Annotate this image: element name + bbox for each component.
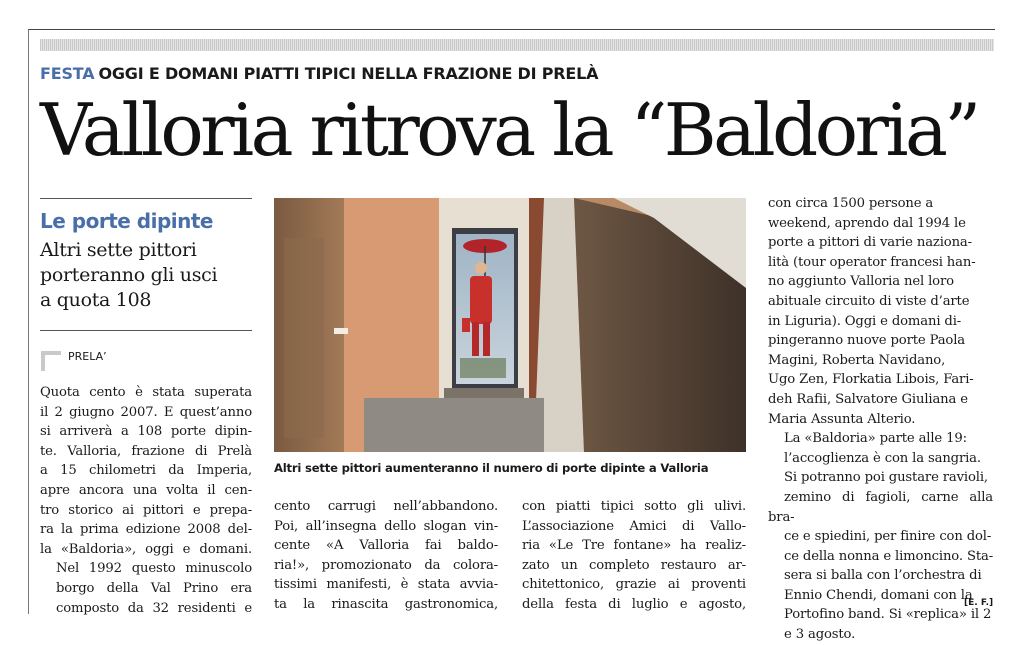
text-line: ra la prima edizione 2008 del- xyxy=(40,522,252,538)
sidebar-title: Le porte dipinte xyxy=(40,209,213,233)
sidebar-line: porteranno gli usci xyxy=(40,264,218,286)
text-line: lità (tour operator francesi han- xyxy=(768,254,976,270)
photo-caption: Altri sette pittori aumenteranno il numero di porte dipinte a Valloria xyxy=(274,461,709,475)
article-column-2 xyxy=(274,497,498,615)
text-line: weekend, aprendo dal 1994 le xyxy=(768,215,966,231)
text-line: Maria Assunta Alterio. xyxy=(768,411,916,427)
text-line: si arriverà a 108 porte dipin- xyxy=(40,424,252,440)
text-line: a 15 chilometri da Imperia, xyxy=(40,463,252,479)
sidebar-subtitle xyxy=(40,238,255,313)
article-paragraph xyxy=(40,383,252,559)
article-column-4 xyxy=(768,194,993,645)
text-line: ta la rinascita gastronomica, xyxy=(274,596,498,612)
text-line: Poi, all’insegna dello slogan vin- xyxy=(274,518,498,534)
kicker-text: OGGI E DOMANI PIATTI TIPICI NELLA FRAZIONE DI PRELÀ xyxy=(98,64,599,83)
text-line: apre ancora una volta il cen- xyxy=(40,482,252,498)
text-line: con circa 1500 persone a xyxy=(768,196,934,211)
text-line: e 3 agosto. xyxy=(784,627,856,643)
text-line: della festa di luglio e agosto, xyxy=(522,596,746,612)
text-line: borgo della Val Prino era xyxy=(56,580,252,596)
dateline-corner-icon xyxy=(41,351,61,371)
text-line: pingeranno nuove porte Paola xyxy=(768,333,965,349)
text-line: tro storico ai pittori e prepa- xyxy=(40,502,252,518)
headline: Valloria ritrova la “Baldoria” xyxy=(40,88,978,172)
text-line: La «Baldoria» parte alle 19: xyxy=(784,431,967,447)
text-line: te. Valloria, frazione di Prelà xyxy=(40,443,252,459)
text-line: con piatti tipici sotto gli ulivi. xyxy=(522,499,746,514)
text-line: no aggiunto Valloria nel loro xyxy=(768,274,954,290)
article-paragraph xyxy=(40,559,252,618)
article-paragraph xyxy=(274,497,498,615)
text-line: composto da 32 residenti e xyxy=(56,600,252,616)
author-signature: [E. F.] xyxy=(964,598,994,608)
header-band xyxy=(40,39,994,51)
text-line: l’accoglienza è con la sangria. xyxy=(784,450,981,466)
text-line: la «Baldoria», oggi e domani. xyxy=(40,541,252,557)
text-line: cento carrugi nell’abbandono. xyxy=(274,499,498,514)
text-line: Portofino band. Si «replica» il 2 xyxy=(784,607,992,623)
text-line: zemino di fagioli, carne alla bra- xyxy=(768,489,993,525)
sidebar-bottom-rule xyxy=(40,330,252,331)
text-line: chitettonico, grazie ai proventi xyxy=(522,577,746,593)
text-line: ria «Le Tre fontane» ha realiz- xyxy=(522,538,746,554)
article-photo xyxy=(274,198,746,452)
article-column-3 xyxy=(522,497,746,615)
sidebar-line: Altri sette pittori xyxy=(40,239,197,261)
article-paragraph xyxy=(768,429,993,645)
text-line: abituale circuito di viste d’arte xyxy=(768,293,970,309)
text-line: cente «A Valloria fai baldo- xyxy=(274,538,498,554)
text-line: sera si balla con l’orchestra di xyxy=(784,568,982,584)
text-line: Magini, Roberta Navidano, xyxy=(768,352,946,368)
sidebar-line: a quota 108 xyxy=(40,289,152,311)
kicker xyxy=(40,64,598,83)
text-line: ce della nonna e limoncino. Sta- xyxy=(784,548,994,564)
text-line: Nel 1992 questo minuscolo xyxy=(56,561,252,577)
text-line: ce e spiedini, per finire con dol- xyxy=(784,529,992,545)
text-line: Quota cento è stata superata xyxy=(40,385,252,400)
sidebar-top-rule xyxy=(40,198,252,199)
text-line: Ennio Chendi, domani con la xyxy=(784,587,973,603)
text-line: in Liguria). Oggi e domani di- xyxy=(768,313,962,329)
dateline: PRELA’ xyxy=(68,350,107,363)
text-line: il 2 giugno 2007. E quest’anno xyxy=(40,404,252,420)
article-column-1 xyxy=(40,383,252,618)
text-line: Ugo Zen, Florkatia Libois, Fari- xyxy=(768,372,974,388)
text-line: zato un completo restauro ar- xyxy=(522,557,746,573)
section-tag: FESTA xyxy=(40,64,95,83)
article-paragraph xyxy=(768,194,993,429)
text-line: tissimi manifesti, è stata avvia- xyxy=(274,577,498,593)
text-line: porte a pittori di varie naziona- xyxy=(768,235,972,251)
text-line: L’associazione Amici di Vallo- xyxy=(522,518,746,534)
text-line: Si potranno poi gustare ravioli, xyxy=(784,470,988,486)
painted-door-photo xyxy=(274,198,746,452)
text-line: ria!», promozionato da colora- xyxy=(274,557,498,573)
article-paragraph xyxy=(522,497,746,615)
text-line: deh Rafii, Salvatore Giuliana e xyxy=(768,391,968,407)
